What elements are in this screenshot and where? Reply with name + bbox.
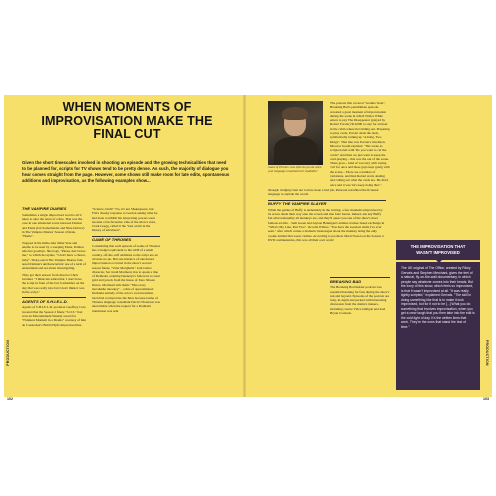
photo-caption: Game of Thrones' cast often do you do when your language consultant isn't available?	[268, 165, 322, 173]
paragraph: Agents of S.H.I.E.L.D. producer Geoffrey Colo tweeted that the Season 2 finale "S.O.S." had won an Entertainment Weekly award for "Funniest Moment in a Drama" courtesy of Iain de Caestecker's Bobbi Hyde improvised line	[22, 305, 86, 327]
intro-paragraph: Given the short timescales involved in shooting an episode and the growing technicalities that need to be planned for, scripts for TV shows tend to be pretty dense. As such, the majority of dialogue you hear comes straight from the page. However, some shows still make room for late edits, spontaneous additions and improvisation, as the following examples show...	[22, 160, 230, 183]
section-heading-agents-of-shield: AGENTS OF S.H.I.E.L.D.	[22, 297, 86, 304]
section-heading-game-of-thrones: GAME OF THRONES	[92, 236, 160, 243]
paragraph: While the genius of Buffy is undeniably in the writing, a few moments improvised by its actors made their way onto the screen and into fans' hearts. Indeed, ask any Buffy fan what nationality all monkeys are, and they'll quote you one of the show's most famous ad-libs – Seth Green and Alyson Hannigan's animal-cracker-based exchange in "What's My Line, Part Two". Oz tells Willow, "You have the sweetest smile I've ever seen," after which comes a dramatic monologue about the monkey being the only cookie animal that wears clothes. According to producer Marti Noxon on the Season 4 DVD commentaries, this was all their own work!	[268, 207, 385, 242]
paragraph: The Breaking Bad Insider podcast was essential listening for fans during the show's run and beyond. Episodes of the podcast are long, in-depth and packed with interesting discussion from the drama's makers, including creator Vince Gilligan and lead Bryan Cranston.	[330, 285, 390, 316]
photo-figure-hair	[282, 107, 308, 120]
page-title: WHEN MOMENTS OF IMPROVISATION MAKE THE FINAL CUT	[41, 100, 213, 142]
section-label-left: PRODUCTION	[6, 340, 10, 366]
section-heading-vampire-diaries: THE VAMPIRE DIARIES	[22, 206, 67, 211]
section-label-right: PRODUCTION	[485, 340, 489, 366]
article-column-4b	[330, 274, 390, 317]
sidebar-box-title	[396, 240, 480, 260]
page-number-left: 102	[7, 397, 13, 401]
article-column-4	[330, 101, 390, 189]
photo-figure-coat	[274, 137, 318, 165]
page-number-right: 103	[483, 397, 489, 401]
article-column-2	[92, 207, 160, 315]
actor-photo	[268, 101, 323, 165]
paragraph: Considering that each episode of Game of Thrones has a budget equivalent to the GDP of a small country, off-the-cuff additions to the script are an obvious no-no. But one instance of sanctioned improvisation occurred in the show's second season finale, "Valar Morghulis". Iain Glen's character, Ser Jorah Mormont, has to speak a line of Dothraki, ordering Daenerys's followers to steal gold and jewels from the house of Xaro Xhoan Daxos. Mormont tells them: "Mas reavy movekkho mowkey" – a line of approximated Dothraki entirely of the actor's own invention. Glen had to improvise the lines because Game of Thrones language consultant David J Peterson was unavailable when the request for a Dothraki translation was sent	[92, 244, 161, 313]
paragraph: Sometimes a single improvised word is all it takes to alter the tenor of a line. That was the case in one emotional scene between Damon and Elena (Ian Somerhalder and Nina Dobrev) in The Vampire Diaries' Season 4 finale, "Home".	[22, 212, 85, 239]
paragraph: through. Judging Glen not to have done a bad job, Peterson retrofitted the fictional language to explain the words.	[268, 188, 379, 197]
page-gutter	[243, 95, 246, 397]
article-column-3	[268, 188, 386, 244]
sidebar-box-title-line: WASN'T IMPROVISED	[416, 250, 460, 255]
section-heading-breaking-bad: BREAKING BAD	[330, 277, 390, 284]
paragraph: They got their answer from director Chris Grismer. "I think Ian added that. I don't have the script in front of me but I remember on the day that was really nice but I don't think it was in the script."	[22, 272, 85, 294]
paragraph: The podcast that covered "Granite State", Breaking Bad's penultimate episode, revealed a great moment of improvisation during the scene in which Walter White enters to pay The Disappearer (played by Robert Forster) $10,000 to stay for an hour in the cabin where he's hiding out. Preparing to play cards, Forster deals the deck, symbolically turning up "A King, Two Kings". That line was Forster's invention. Director Gould explains: "The scene as scripted ends with 'Do you want to cut the cards?' And then we just want to keep the card-playing... that was the out of the scene. There goes... kind of was lazy with saying 'cut' for once and these guys kept going with the scene... There are a number of variations, and then Robert starts dealing and calling out what the cards are. He did it once and it was 'let's keep doing that'."	[330, 101, 390, 187]
sidebar-box-body: The UK original of The Office, created by Ricky Gervais and Stephen Merchant, gives the feel of a natural, fly-on-the-wall documentary, in which people say whatever comes into their heads. But the irony of this show, which feels so improvised, is that it wasn't improvised at all. "It was really tightly scripted," explained Gervais. "The skill in doing something like that is to make it look improvised, but for it not to be [...] What you do something that involves improvisation, when you get a crew laugh that you then take into the edit is the cold light of day. It's the written lines that work. They're the ones that stand the test of time."	[396, 262, 480, 390]
paragraph: Trapped in the limbo-like Other Side and unable to be seen by a weeping Elena, Damon tells her goodbye. She begs, "Please don't leave me," to which he replies, "I don't have a choice, baby". Sharp-eared The Vampire Diaries fans noted Damon's uncharacteristic use of a term of endearment and set about investigating.	[22, 240, 86, 271]
sidebar-box-title-line: THE IMPROVISATION THAT	[410, 244, 466, 250]
paragraph: "Science, bitch!" No, it's not Shakespeare, but Fitz's cheeky response to Gordon asking what he had done to inhibit his teleporting powers soon became a fan favourite. One of the show's stars, Clark Gregg, called it the "best ad lib in the history of television".	[92, 207, 158, 233]
section-heading-buffy: BUFFY THE VAMPIRE SLAYER	[268, 200, 386, 207]
article-column-1	[22, 207, 86, 329]
